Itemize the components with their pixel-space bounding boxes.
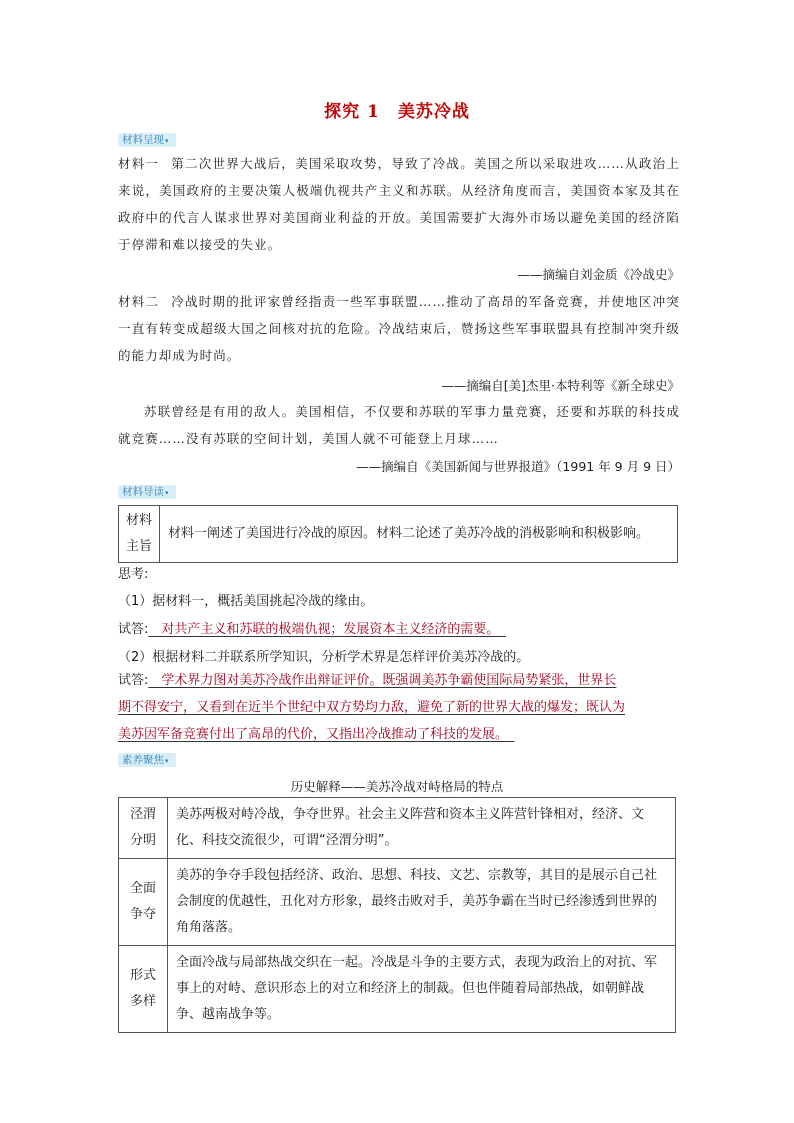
material-one [118,150,680,258]
answer-two-label: 试答: [118,673,149,688]
material-one-lead: 材料一 [118,156,160,171]
feature-label: 形式 多样 [119,946,168,1033]
answer-two-line2: 期不得安宁，又看到在近半个世纪中双方势均力敌，避免了新的世界大战的爆发；既认为 [118,700,626,715]
material-one-text: 第二次世界大战后，美国采取攻势，导致了冷战。美国之所以采取进攻……从政治上来说，美国政府的主要决策人极端仇视共产主义和苏联。从经济角度而言，美国资本家及其在政府中的代言人谋求世界对美国商业利益的开放。美国需要扩大海外市场以避免美国的经济陷于停滞和难以接受的失业。 [118,156,680,252]
features-caption: 历史解释——美苏冷战对峙格局的特点 [290,779,504,794]
material-two [118,288,680,369]
guide-label-line2: 主旨 [125,539,152,554]
material-three [118,398,680,452]
material-three-text: 苏联曾经是有用的敌人。美国相信，不仅要和苏联的军事力量竞赛，还要和苏联的科技成就竞赛……没有苏联的空间计划，美国人就不可能登上月球…… [118,404,680,446]
answer-two [118,667,678,748]
guide-label-line1: 材料 [125,513,152,528]
answer-one-text: 对共产主义和苏联的极端仇视；发展资本主义经济的需要。 [148,622,506,637]
material-show-tag: 材料呈现 ▾ [118,133,176,147]
answer-one [118,618,506,637]
material-one-source: ——摘编自刘金质《冷战史》 [517,267,680,282]
material-guide-table [118,505,678,563]
answer-two-line1: 学术界力图对美苏冷战作出辩证评价。既强调美苏争霸使国际局势紧张，世界长 [148,673,617,688]
material-guide-tag: 材料导读 ▾ [118,485,176,499]
guide-label [119,506,160,563]
answer-two-line3: 美苏因军备竞赛付出了高昂的代价，又指出冷战推动了科技的发展。 [118,727,515,742]
answer-one-label: 试答: [118,622,149,637]
question-two: （2）根据材料二并联系所学知识，分析学术界是怎样评价美苏冷战的。 [118,650,530,665]
material-two-source: ——摘编自[美]杰里·本特利等《新全球史》 [441,378,680,393]
feature-text: 全面冷战与局部热战交织在一起。冷战是斗争的主要方式，表现为政治上的对抗、军事上的对峙、意识形态上的对立和经济上的制裁。但也伴随着局部热战，如朝鲜战争、越南战争等。 [168,946,676,1033]
material-two-text: 冷战时期的批评家曾经指责一些军事联盟……推动了高昂的军备竞赛，并使地区冲突一直有转变成超级大国之间核对抗的危险。冷战结束后，赞扬这些军事联盟具有控制冲突升级的能力却成为时尚。 [118,294,680,363]
feature-label: 泾渭 分明 [119,798,168,859]
material-three-source: ——摘编自《美国新闻与世界报道》（1991 年 9 月 9 日） [356,459,680,474]
feature-text: 美苏两极对峙冷战，争夺世界。社会主义阵营和资本主义阵营针锋相对，经济、文化、科技交流很少，可谓“泾渭分明”。 [168,798,676,859]
feature-label: 全面 争夺 [119,859,168,946]
feature-row [119,946,676,1033]
page-title: 探究 1 美苏冷战 [324,102,470,122]
feature-row [119,798,676,859]
material-two-lead: 材料二 [118,294,160,309]
guide-text: 材料一阐述了美国进行冷战的原因。材料二论述了美苏冷战的消极影响和积极影响。 [160,506,678,563]
literacy-focus-tag: 素养聚焦 ▾ [118,753,176,767]
features-table [118,797,676,1033]
question-one: （1）据材料一，概括美国挑起冷战的缘由。 [118,594,374,609]
feature-row [119,859,676,946]
feature-text: 美苏的争夺手段包括经济、政治、思想、科技、文艺、宗教等，其目的是展示自己社会制度的优越性，丑化对方形象，最终击败对手，美苏争霸在当时已经渗透到世界的角角落落。 [168,859,676,946]
think-heading: 思考: [118,567,149,582]
